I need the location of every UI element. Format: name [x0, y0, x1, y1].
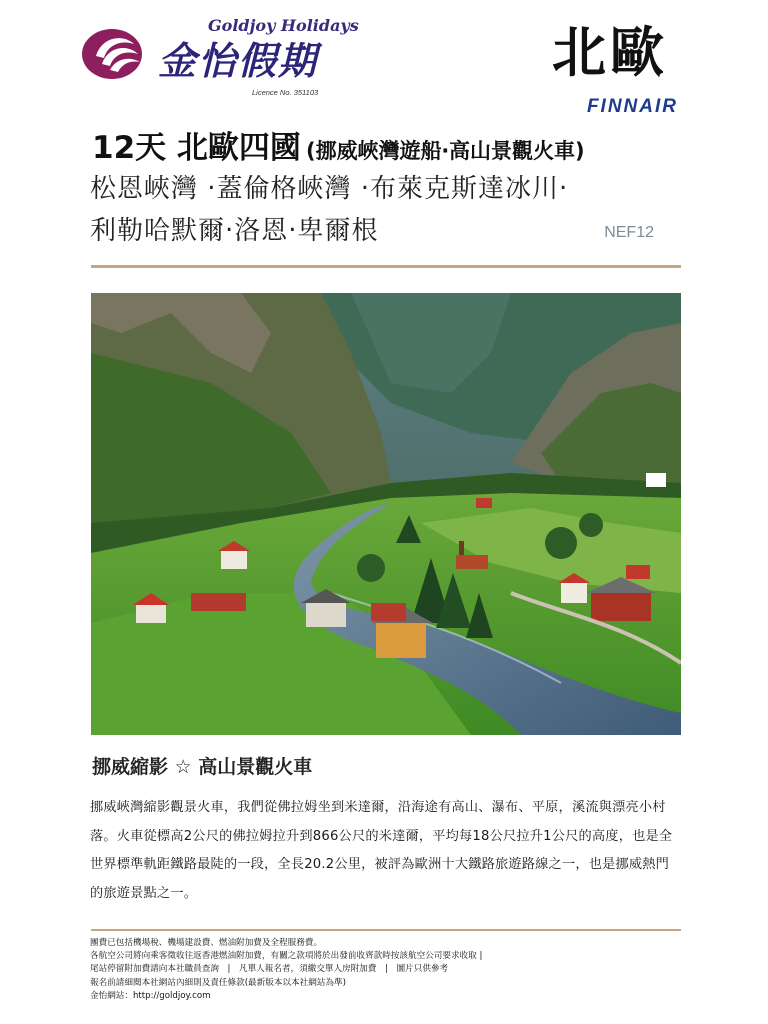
divider-top	[91, 265, 681, 268]
section-body: 挪威峽灣縮影觀景火車，我們從佛拉姆坐到米達爾，沿海途有高山、瀑布、平原，溪流與漂亮小村落。火車從標高2公尺的佛拉姆拉升到866公尺的米達爾，平均每18公尺拉升1公尺的高度，也是全世界標準軌距鐵路最陡的一段，全長20.2公里，被評為歐洲十大鐵路旅遊路線之一，也是挪威熱門的旅遊景點之一。	[90, 800, 673, 901]
section-heading: 挪威縮影 ☆ 高山景觀火車	[92, 756, 313, 778]
footer-notes	[90, 937, 690, 1003]
logo-swirl-icon	[82, 26, 148, 82]
route-line-2: 利勒哈默爾‧洛恩‧卑爾根	[90, 216, 379, 246]
footer-line: 尾站停留附加費請向本社職員查詢 | 凡單人報名者，須繳交單人房附加費 | 圖片只供參考	[90, 964, 449, 975]
route-line-1: 松恩峽灣 ‧蓋倫格峽灣 ‧布萊克斯達冰川‧	[90, 174, 569, 204]
tour-title	[92, 122, 585, 167]
tour-code: NEF12	[604, 224, 654, 241]
footer-line: 各航空公司將向乘客徵收往返香港燃油附加費，有關之款項將於出發前收齊款時按該航空公司要求收取 |	[90, 951, 483, 962]
footer-line: 報名前請細閱本社網站內細則及責任條款(最新版本以本社網站為準)	[90, 977, 346, 988]
brand-name-cn: 金怡假期	[158, 39, 319, 83]
airline-logo: FINNAIR	[586, 96, 678, 117]
brand-logo	[82, 16, 359, 102]
brand-name-en: Goldjoy Holidays	[208, 16, 359, 35]
licence-number: Licence No. 351103	[252, 88, 319, 97]
tour-title-sub: (挪威峽灣遊船‧高山景觀火車)	[306, 139, 585, 163]
divider-bottom	[91, 929, 681, 931]
footer-website[interactable]: 金怡網站：http://goldjoy.com	[90, 990, 211, 1001]
footer-line: 團費已包括機場稅、機場建設費、燃油附加費及全程服務費。	[90, 938, 323, 948]
tour-title-main: 12天 北歐四國	[92, 130, 301, 166]
valley-photo	[91, 293, 681, 735]
region-label: 北歐	[552, 21, 668, 84]
